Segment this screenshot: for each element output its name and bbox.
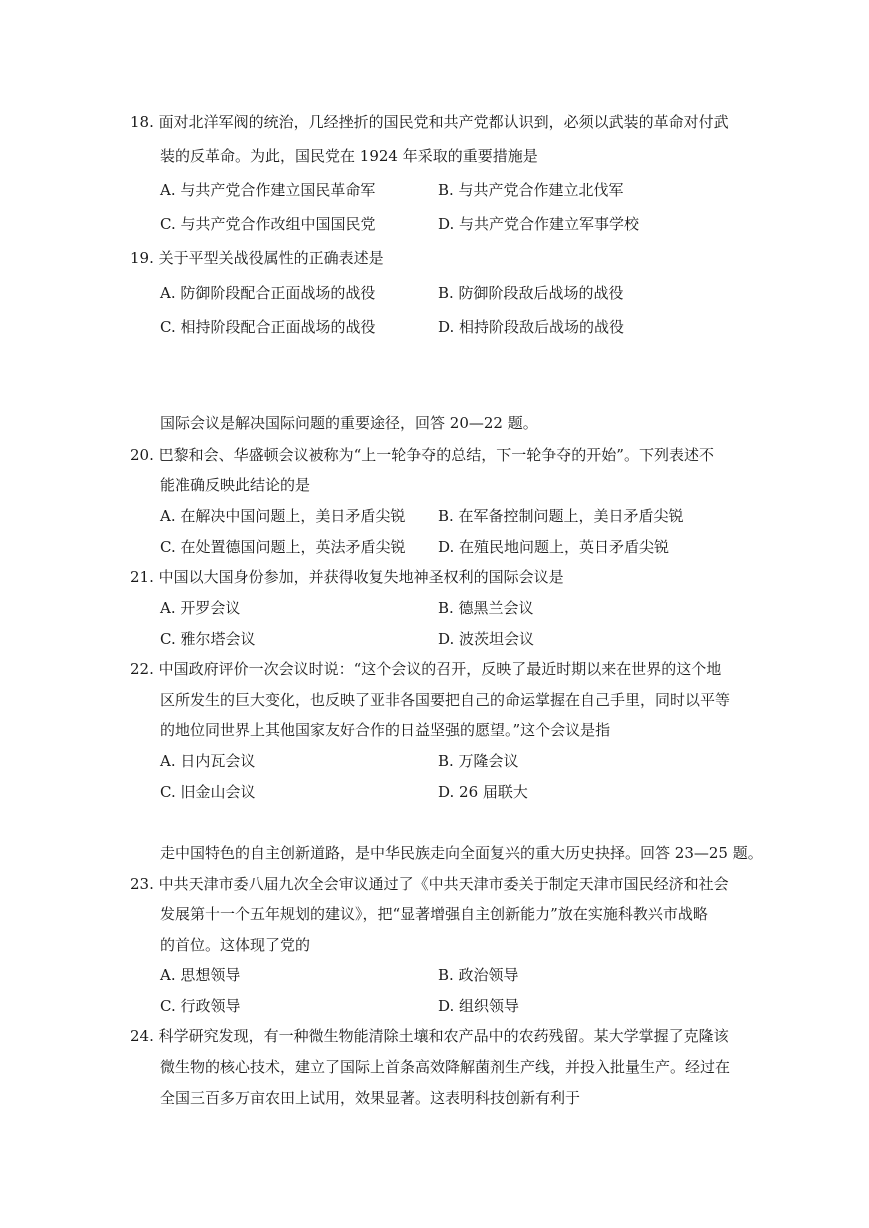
question-22-option-a: A. 日内瓦会议 xyxy=(160,752,256,770)
question-23-option-d: D. 组织领导 xyxy=(438,997,520,1015)
question-24-stem: 24. 科学研究发现，有一种微生物能清除土壤和农产品中的农药残留。某大学掌握了克隆该 xyxy=(130,1027,729,1045)
question-22-stem-cont-2: 的地位同世界上其他国家友好合作的日益坚强的愿望。”这个会议是指 xyxy=(160,721,611,739)
question-20-option-d: D. 在殖民地问题上，英日矛盾尖锐 xyxy=(438,538,670,556)
question-24-stem-cont-2: 全国三百多万亩农田上试用，效果显著。这表明科技创新有利于 xyxy=(160,1089,581,1107)
question-19-option-a: A. 防御阶段配合正面战场的战役 xyxy=(160,284,376,302)
question-23-option-c: C. 行政领导 xyxy=(160,997,241,1015)
question-21-stem: 21. 中国以大国身份参加，并获得收复失地神圣权利的国际会议是 xyxy=(130,568,564,586)
question-23-option-a: A. 思想领导 xyxy=(160,966,241,984)
question-22-option-b: B. 万隆会议 xyxy=(438,752,519,770)
question-18-option-a: A. 与共产党合作建立国民革命军 xyxy=(160,181,376,199)
section-intro-23-25: 走中国特色的自主创新道路，是中华民族走向全面复兴的重大历史抉择。回答 23—25 题。 xyxy=(160,844,763,862)
question-18-stem-cont: 装的反革命。为此，国民党在 1924 年采取的重要措施是 xyxy=(160,147,538,165)
question-19-option-b: B. 防御阶段敌后战场的战役 xyxy=(438,284,624,302)
question-19-option-d: D. 相持阶段敌后战场的战役 xyxy=(438,318,625,336)
question-20-option-a: A. 在解决中国问题上，美日矛盾尖锐 xyxy=(160,507,406,525)
question-23-stem-cont: 发展第十一个五年规划的建议》，把“显著增强自主创新能力”放在实施科教兴市战略 xyxy=(160,905,708,923)
question-23-stem: 23. 中共天津市委八届九次全会审议通过了《中共天津市委关于制定天津市国民经济和社会 xyxy=(130,875,729,893)
question-22-option-d: D. 26 届联大 xyxy=(438,783,528,801)
question-22-stem-cont: 区所发生的巨大变化，也反映了亚非各国要把自己的命运掌握在自己手里，同时以平等 xyxy=(160,691,731,709)
question-23-option-b: B. 政治领导 xyxy=(438,966,519,984)
question-24-stem-cont: 微生物的核心技术，建立了国际上首条高效降解菌剂生产线，并投入批量生产。经过在 xyxy=(160,1058,731,1076)
question-20-option-b: B. 在军备控制问题上，美日矛盾尖锐 xyxy=(438,507,684,525)
question-22-stem: 22. 中国政府评价一次会议时说：“这个会议的召开，反映了最近时期以来在世界的这个地 xyxy=(130,660,722,678)
question-18-stem: 18. 面对北洋军阀的统治，几经挫折的国民党和共产党都认识到，必须以武装的革命对付武 xyxy=(130,113,729,131)
question-19-option-c: C. 相持阶段配合正面战场的战役 xyxy=(160,318,376,336)
question-18-option-b: B. 与共产党合作建立北伐军 xyxy=(438,181,624,199)
question-18-option-d: D. 与共产党合作建立军事学校 xyxy=(438,215,640,233)
question-20-stem: 20. 巴黎和会、华盛顿会议被称为“上一轮争夺的总结，下一轮争夺的开始”。下列表述不 xyxy=(130,446,714,464)
question-22-option-c: C. 旧金山会议 xyxy=(160,783,256,801)
question-18-option-c: C. 与共产党合作改组中国国民党 xyxy=(160,215,376,233)
question-21-option-a: A. 开罗会议 xyxy=(160,599,241,617)
question-23-stem-cont-2: 的首位。这体现了党的 xyxy=(160,936,311,954)
question-20-stem-cont: 能准确反映此结论的是 xyxy=(160,476,311,494)
question-20-option-c: C. 在处置德国问题上，英法矛盾尖锐 xyxy=(160,538,406,556)
question-21-option-d: D. 波茨坦会议 xyxy=(438,630,535,648)
question-21-option-b: B. 德黑兰会议 xyxy=(438,599,534,617)
question-19-stem: 19. 关于平型关战役属性的正确表述是 xyxy=(130,249,384,267)
section-intro-20-22: 国际会议是解决国际问题的重要途径，回答 20—22 题。 xyxy=(160,414,538,432)
question-21-option-c: C. 雅尔塔会议 xyxy=(160,630,256,648)
